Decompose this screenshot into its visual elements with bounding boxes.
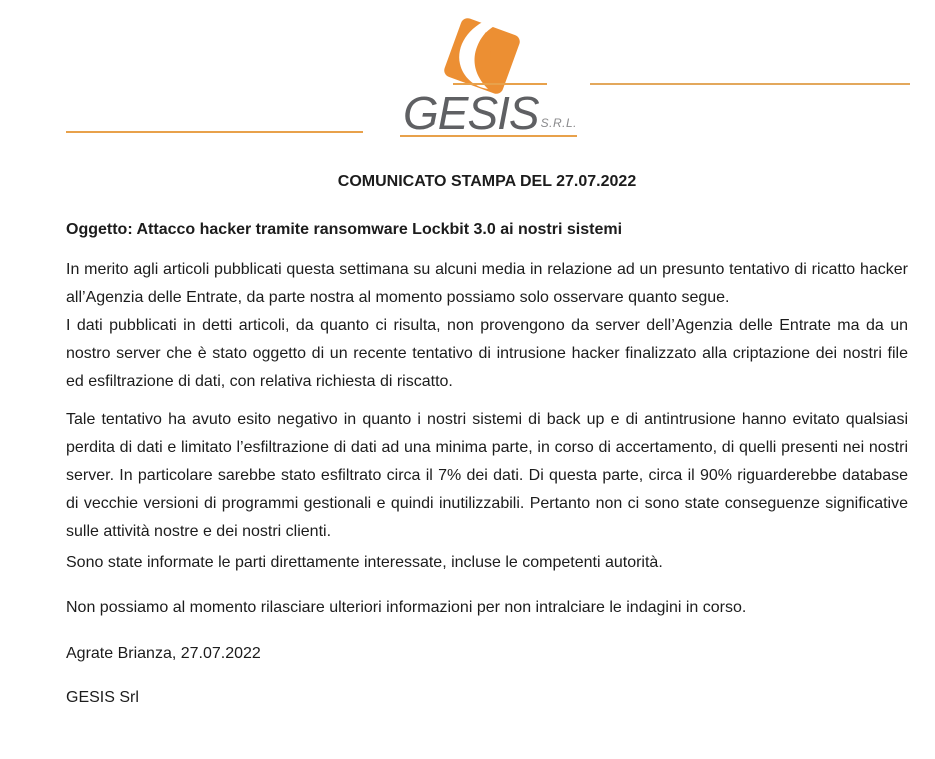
signature-company: GESIS Srl bbox=[66, 689, 139, 706]
paragraph-data-origin: I dati pubblicati in detti articoli, da quanto ci risulta, non provengono da server dell’Agenzia delle Entrate ma da un nostro server che è stato oggetto di un recente tentativo di intrusione hacker finalizzato alla criptazione dei nostri file ed esfiltrazione di dati, con relativa richiesta di riscatto. bbox=[66, 317, 908, 390]
paragraph-attack-outcome: Tale tentativo ha avuto esito negativo in quanto i nostri sistemi di back up e di antintrusione hanno evitato qualsiasi perdita di dati e limitato l’esfiltrazione di dati ad una minima parte, in corso di accertamento, di quelli presenti nei nostri server. In particolare sarebbe stato esfiltrato circa il 7% dei dati. Di questa parte, circa il 90% riguarderebbe database di vecchie versioni di programmi gestionali e quindi inutilizzabili. Pertanto non ci sono state conseguenze significative sulle attività nostre e dei nostri clienti. bbox=[66, 411, 908, 540]
header-rule-right bbox=[590, 83, 910, 85]
paragraph-authorities-informed: Sono state informate le parti direttamente interessate, incluse le competenti autorità. bbox=[66, 554, 663, 571]
gesis-wordmark-text: GESIS bbox=[403, 87, 539, 139]
press-release-title: COMUNICATO STAMPA DEL 27.07.2022 bbox=[337, 173, 637, 190]
place-and-date: Agrate Brianza, 27.07.2022 bbox=[66, 645, 261, 662]
header-rule-left bbox=[66, 131, 363, 133]
header-rule-under-logo bbox=[453, 83, 547, 85]
paragraph-intro: In merito agli articoli pubblicati questa settimana su alcuni media in relazione ad un presunto tentativo di ricatto hacker all’Agenzia delle Entrate, da parte nostra al momento possiamo solo osservare quanto segue. bbox=[66, 261, 908, 306]
subject-line: Oggetto: Attacco hacker tramite ransomware Lockbit 3.0 ai nostri sistemi bbox=[66, 221, 623, 238]
gesis-wordmark-suffix: S.R.L. bbox=[540, 116, 577, 130]
gesis-wordmark bbox=[403, 87, 577, 139]
paragraph-no-further-info: Non possiamo al momento rilasciare ulteriori informazioni per non intralciare le indagini in corso. bbox=[66, 599, 747, 616]
